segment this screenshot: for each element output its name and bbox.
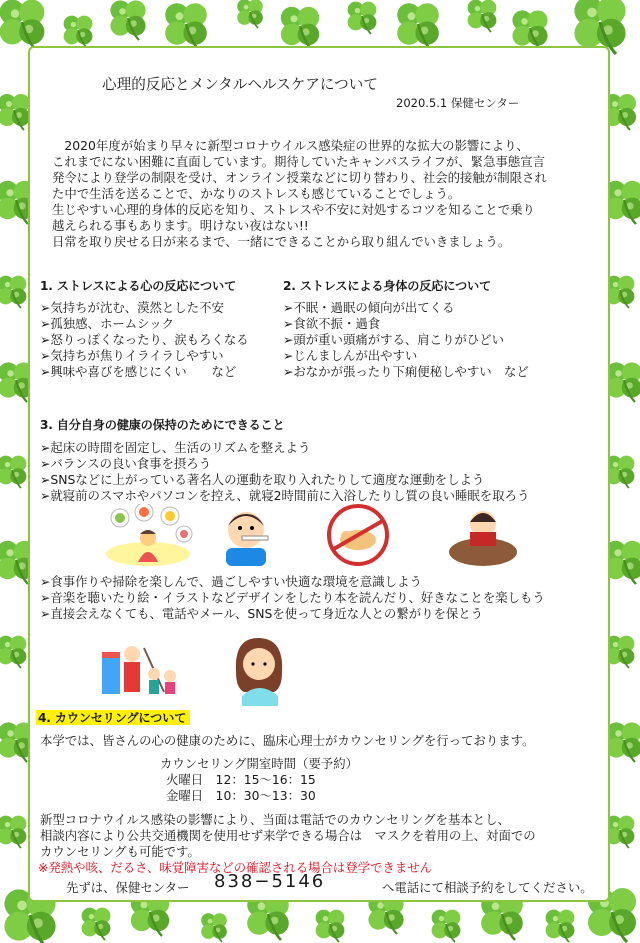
intro-line: これまでにない困難に直面しています。期待していたキャンパスライフが、緊急事態宣言 (52, 154, 546, 169)
schedule-title: カウンセリング開室時間（要予約） (160, 756, 359, 771)
relaxing-illustration (226, 632, 292, 706)
intro-line: 生じやすい心理的身体的反応を知り、ストレスや不安に対処するコツを知ることで乗り (52, 202, 535, 217)
page-title: 心理的反応とメンタルヘルスケアについて (102, 76, 378, 93)
list-item: ➢怒りっぽくなったり、涙もろくなる (40, 332, 249, 347)
counseling-lead: 本学では、皆さんの心の健康のために、臨床心理士がカウンセリングを行っております。 (40, 733, 535, 748)
list-item: ➢起床の時間を固定し、生活のリズムを整えよう (40, 440, 311, 455)
reading-illustration (448, 504, 518, 566)
intro-line: 2020年度が始まり早々に新型コロナウイルス感染症の世界的な拡大の影響により、 (52, 138, 529, 153)
list-item: ➢気持ちが沈む、漠然とした不安 (40, 300, 224, 315)
list-item: ➢就寝前のスマホやパソコンを控え、就寝2時間前に入浴したりし質の良い睡眠を取ろう (40, 488, 530, 503)
list-item: ➢食事作りや掃除を楽しんで、過ごしやすい快適な環境を意識しよう (40, 574, 422, 589)
list-item: ➢頭が重い頭痛がする、肩こりがひどい (283, 332, 505, 347)
schedule-tuesday: 火曜日 12：15～16：15 (166, 772, 316, 787)
list-item: ➢じんましんが出やすい (283, 348, 418, 363)
section2-heading: 2. ストレスによる身体の反応について (283, 279, 491, 293)
list-item: ➢気持ちが焦りイライラしやすい (40, 348, 224, 363)
intro-line: 発令により登学の制限を受け、オンライン授業などに切り替わり、社会的接触が制限され (52, 170, 547, 185)
list-item: ➢不眠・過眠の傾向が出てくる (283, 300, 455, 315)
list-item: ➢孤独感、ホームシック (40, 316, 175, 331)
sleep-illustration (322, 504, 394, 566)
list-item: ➢直接会えなくても、電話やメール、SNSを使って身近な人との繋がりを保とう (40, 606, 484, 621)
meal-illustration (100, 504, 196, 568)
list-item: ➢おなかが張ったり下痢便秘しやすい など (283, 364, 529, 379)
intro-line: 日常を取り戻せる日が来るまで、一緒にできることから取り組んでいきましょう。 (52, 234, 511, 249)
list-item: ➢食欲不振・過食 (283, 316, 381, 331)
intro-line: 越えられる事もあります。明けない夜はない!! (52, 218, 309, 233)
list-item: ➢音楽を聴いたり絵・イラストなどデザインをしたり本を読んだり、好きなことを楽しもう (40, 590, 545, 605)
note-line: 相談内容により公共交通機関を使用せず来学できる場合は マスクを着用の上、対面での (40, 828, 536, 843)
note-line: カウンセリングも可能です。 (40, 844, 200, 859)
contact-suffix: へ電話にて相談予約をしてください。 (382, 880, 593, 895)
toothbrush-illustration (212, 504, 280, 566)
list-item: ➢興味や喜びを感じにくい など (40, 364, 237, 379)
section4-heading-text: 4. カウンセリングについて (36, 710, 190, 725)
phone-number: 838−5146 (214, 871, 326, 892)
list-item: ➢SNSなどに上がっている著名人の運動を取り入れたりして適度な運動をしよう (40, 472, 485, 487)
intro-line: た中で生活を送ることで、かなりのストレスも感じていることでしょう。 (52, 186, 461, 201)
warning-text: ※発熱や咳、だるさ、味覚障害などの確認される場合は登学できません (38, 860, 432, 875)
note-line: 新型コロナウイルス感染の影響により、当面は電話でのカウンセリングを基本とし、 (40, 812, 510, 827)
list-item: ➢バランスの良い食事を摂ろう (40, 456, 212, 471)
section1-heading: 1. ストレスによる心の反応について (40, 279, 236, 293)
housework-illustration (98, 638, 182, 698)
section3-heading: 3. 自分自身の健康の保持のためにできること (40, 418, 285, 432)
date-author: 2020.5.1 保健センター (396, 96, 520, 110)
schedule-friday: 金曜日 10：30～13：30 (166, 788, 316, 803)
section4-heading (36, 711, 190, 726)
contact-prefix: 先ずは、保健センター (66, 880, 190, 895)
